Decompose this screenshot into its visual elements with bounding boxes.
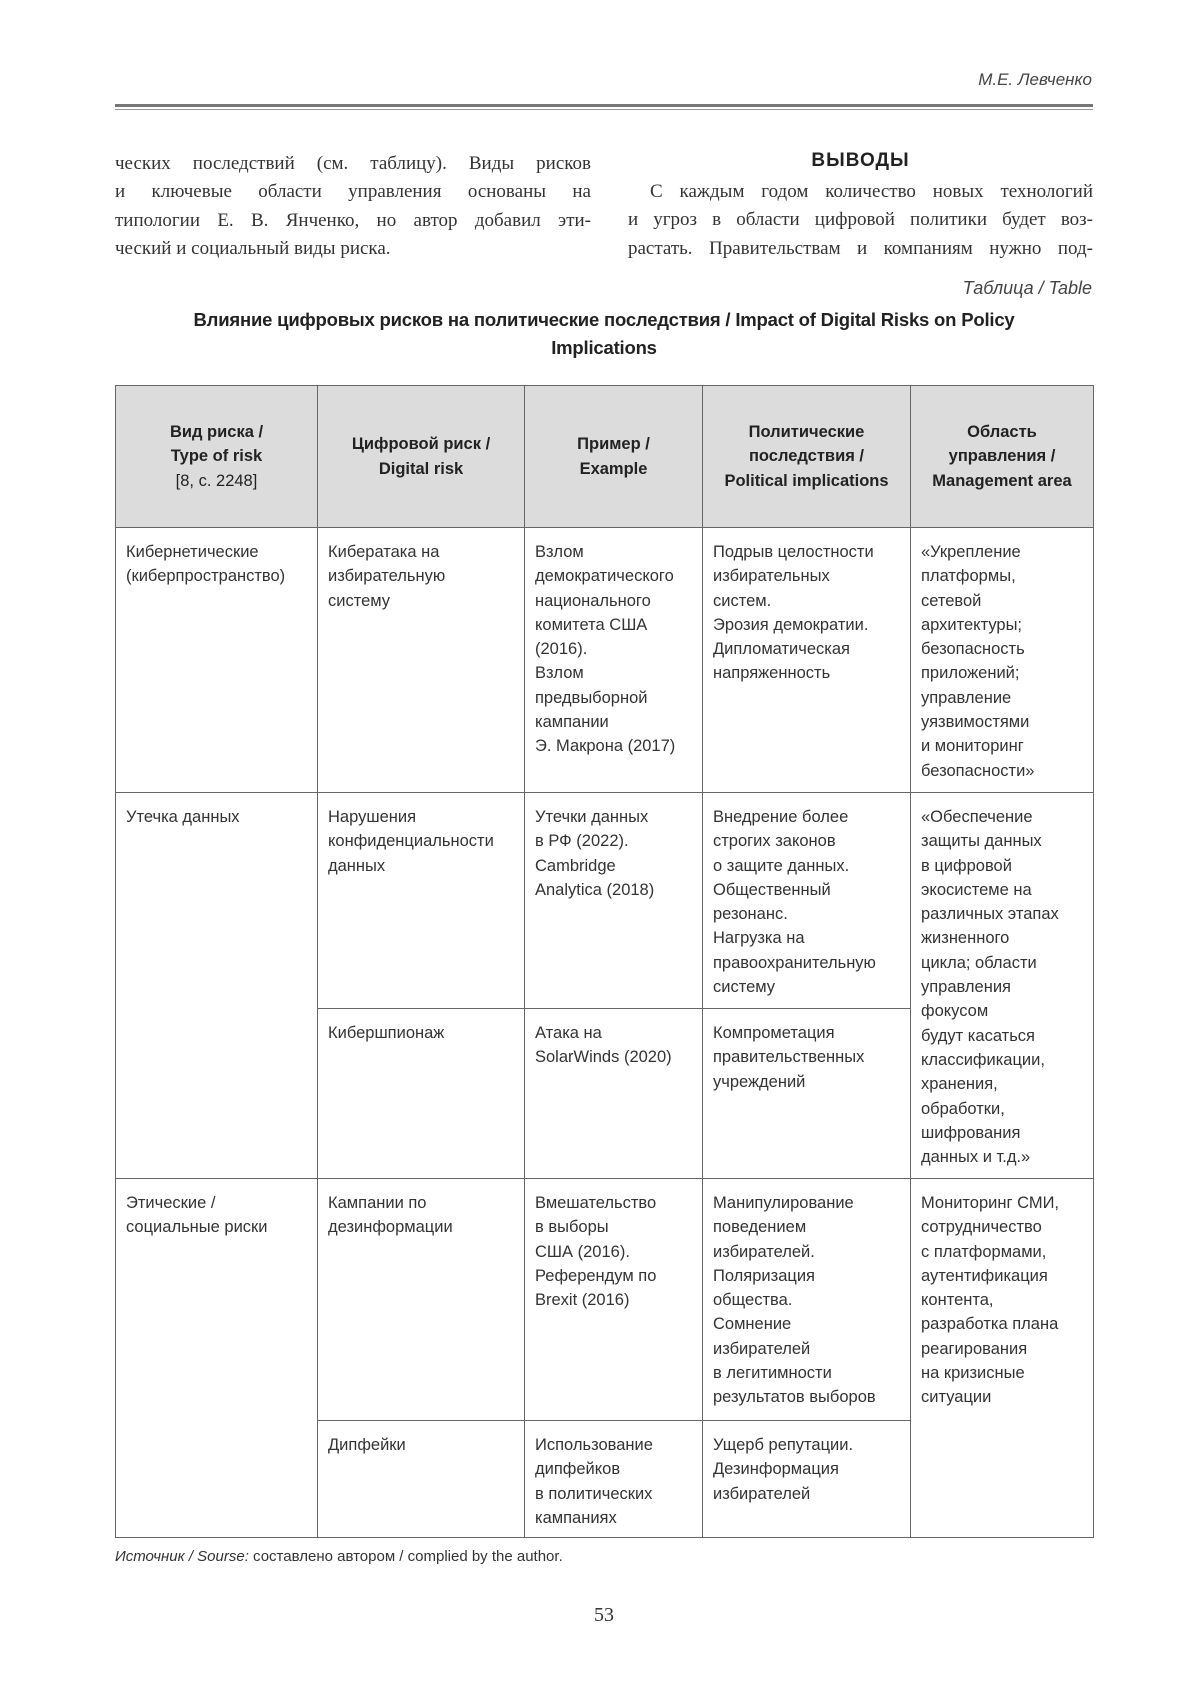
cell-example: Использование дипфейков в политических кампаниях [525, 1421, 703, 1538]
header-rule [115, 104, 1093, 107]
source-label: Источник / Sourse: [115, 1548, 249, 1565]
source-text: составлено автором / complied by the author. [249, 1548, 563, 1565]
header-management-area: Область управления / Management area [911, 386, 1094, 528]
table-source-note [115, 1548, 563, 1565]
header-political-implications: Политические последствия / Political implications [703, 386, 911, 528]
header-type-of-risk [116, 386, 318, 528]
text-line: ческих последствий (см. таблицу). Виды рисков [115, 150, 591, 178]
cell-digital-risk: Дипфейки [318, 1421, 525, 1538]
table-header-row [116, 386, 1094, 528]
cell-political: Манипулирование поведением избирателей. Поляризация общества. Сомнение избирателей в легитимности результатов выборов [703, 1179, 911, 1421]
cell-political: Ущерб репутации. Дезинформация избирателей [703, 1421, 911, 1538]
cell-digital-risk: Нарушения конфиденциальности данных [318, 793, 525, 1009]
cell-example: Взлом демократического национального комитета США (2016). Взлом предвыборной кампании Э. Макрона (2017) [525, 528, 703, 793]
cell-digital-risk: Кибератака на избирательную систему [318, 528, 525, 793]
left-column-text [115, 150, 591, 264]
table-title [115, 306, 1093, 362]
header-label: Вид риска / Type of risk [170, 423, 263, 465]
text-line: С каждым годом количество новых технологий [628, 178, 1093, 206]
cell-management: «Укрепление платформы, сетевой архитектуры; безопасность приложений; управление уязвимостями и мониторинг безопасности» [911, 528, 1094, 793]
cell-type: Утечка данных [116, 793, 318, 1179]
table-label: Таблица / Table [963, 278, 1092, 299]
text-line: и угроз в области цифровой политики будет воз- [628, 206, 1093, 234]
cell-example: Утечки данных в РФ (2022). Cambridge Analytica (2018) [525, 793, 703, 1009]
text-line: типологии Е. В. Янченко, но автор добавил эти- [115, 207, 591, 235]
text-line: и ключевые области управления основаны на [115, 178, 591, 206]
table-title-line: Влияние цифровых рисков на политические последствия / Impact of Digital Risks on Policy [115, 306, 1093, 334]
table-row [116, 528, 1094, 793]
table-row [116, 793, 1094, 1009]
risk-table [115, 385, 1094, 1538]
text-line: ческий и социальный виды риска. [115, 235, 591, 263]
header-example: Пример / Example [525, 386, 703, 528]
cell-management: «Обеспечение защиты данных в цифровой экосистеме на различных этапах жизненного цикла; области управления фокусом будут касаться классификации, хранения, обработки, шифрования данных и т.д.» [911, 793, 1094, 1179]
cell-digital-risk: Кампании по дезинформации [318, 1179, 525, 1421]
cell-political: Внедрение более строгих законов о защите данных. Общественный резонанс. Нагрузка на правоохранительную систему [703, 793, 911, 1009]
cell-political: Подрыв целостности избирательных систем. Эрозия демократии. Дипломатическая напряженность [703, 528, 911, 793]
conclusions-heading: ВЫВОДЫ [628, 150, 1093, 172]
text-line: растать. Правительствам и компаниям нужно под- [628, 235, 1093, 263]
conclusions-text [628, 178, 1093, 263]
cell-type: Этические / социальные риски [116, 1179, 318, 1538]
table-title-line: Implications [115, 334, 1093, 362]
cell-example: Вмешательство в выборы США (2016). Референдум по Brexit (2016) [525, 1179, 703, 1421]
header-digital-risk: Цифровой риск / Digital risk [318, 386, 525, 528]
cell-management: Мониторинг СМИ, сотрудничество с платформами, аутентификация контента, разработка плана реагирования на кризисные ситуации [911, 1179, 1094, 1538]
cell-digital-risk: Кибершпионаж [318, 1009, 525, 1179]
cell-political: Компрометация правительственных учреждений [703, 1009, 911, 1179]
header-rule-thin [115, 109, 1093, 110]
running-head-author: М.Е. Левченко [978, 70, 1092, 90]
table-row [116, 1179, 1094, 1421]
header-reference: [8, с. 2248] [176, 472, 258, 490]
cell-example: Атака на SolarWinds (2020) [525, 1009, 703, 1179]
cell-type: Кибернетические (киберпространство) [116, 528, 318, 793]
page-number: 53 [0, 1604, 1200, 1627]
